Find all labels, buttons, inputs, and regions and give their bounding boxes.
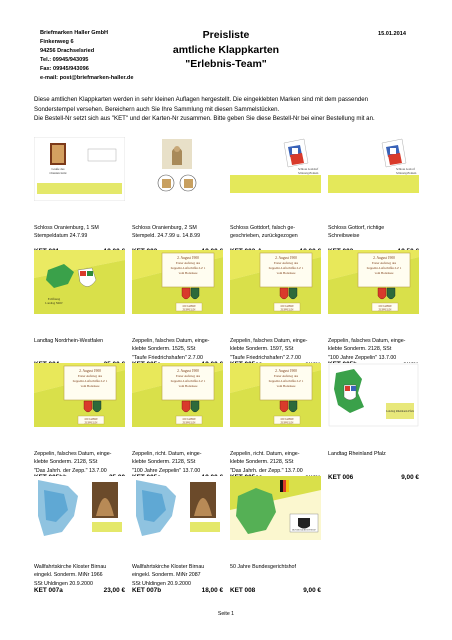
company-street: Finkenweg 6 xyxy=(40,39,74,45)
card-description xyxy=(34,563,129,588)
card-image-text: 100 JAHRE xyxy=(182,305,196,308)
card-description-line: Zeppelin, falsches Datum, einge- xyxy=(34,451,112,457)
card-description xyxy=(230,563,325,571)
card-image-text: 2. August 1900 xyxy=(79,369,101,373)
card-image-text: Erster Aufstieg des xyxy=(77,374,103,378)
gottorf-card-icon xyxy=(230,137,321,201)
card-image-text: ZEPPELIN xyxy=(182,421,196,425)
bundesgerichtshof-card-icon xyxy=(230,476,321,540)
card-description-line: Stempeldatum 24.7.99 xyxy=(34,233,88,240)
intro-line-3: Die Bestell-Nr setzt sich aus "KET" und der Karten-Nr zusammen. Bitte geben Sie diese Bestell-Nr bei einer Bestellung mit an. xyxy=(34,115,375,122)
company-email[interactable]: e-mail: post@briefmarken-haller.de xyxy=(40,75,134,81)
card-thumbnail xyxy=(34,137,125,201)
palace-stamps-card-icon xyxy=(132,137,223,201)
card-description-line: Zeppelin, falsches Datum, einge- xyxy=(230,338,308,344)
card-image-text: Große des xyxy=(51,167,65,171)
card-description-line: klebte Sonderm. 2128, SSt xyxy=(328,346,392,353)
card-thumbnail xyxy=(230,476,321,540)
card-description xyxy=(34,224,129,241)
card-description-line: Zeppelin, richt. Datum, einge- xyxy=(230,451,300,457)
card-description-line: 50 Jahre Bundesgerichtshof xyxy=(230,564,296,570)
card-image-text: ZEPPELIN xyxy=(378,308,392,312)
card-description-line: "Taufe Friedrichshafen" 2.7.00 xyxy=(132,354,203,361)
card-thumbnail xyxy=(230,363,321,427)
card-image-text: ZEPPELIN xyxy=(182,308,196,312)
card-description xyxy=(132,450,227,475)
card-thumbnail xyxy=(328,137,419,201)
order-number: KET 007a xyxy=(34,587,63,594)
card-image-text: vom Bodensee xyxy=(178,384,198,388)
order-line xyxy=(34,587,125,594)
card-description-line: Stempeld. 24.7.99 u. 14.8.99 xyxy=(132,233,201,240)
order-line xyxy=(230,587,321,594)
card-image-text: vom Bodensee xyxy=(276,271,296,275)
card-image-text: BUNDESGERICHTSHOF xyxy=(292,529,316,532)
card-description-line: "100 Jahre Zeppelin" 13.7.00 xyxy=(132,467,201,474)
card-image-text: 2. August 1900 xyxy=(373,256,395,260)
card-image-text: vom Bodensee xyxy=(276,384,296,388)
card-image-text: vom Bodensee xyxy=(374,271,394,275)
birnau-card-icon xyxy=(132,476,223,540)
card-description-line: klebte Sonderm. 2128, SSt xyxy=(34,459,98,466)
company-phone: Tel.: 09945/943095 xyxy=(40,57,89,63)
intro-text xyxy=(34,95,424,124)
card-image-text: Erster Aufstieg des xyxy=(175,261,201,265)
card-image-text: Erster Aufstieg des xyxy=(273,374,299,378)
card-image-text: 2. August 1900 xyxy=(177,256,199,260)
card-thumbnail xyxy=(328,250,419,314)
card-description-line: klebte Sonderm. 1525, SSt xyxy=(132,346,196,353)
card-image-text: vom Bodensee xyxy=(178,271,198,275)
card-image-text: Schleswig-Holstein xyxy=(298,172,319,175)
card-description-line: klebte Sonderm. 2128, SSt xyxy=(132,459,196,466)
card-image-text: vom Bodensee xyxy=(80,384,100,388)
card-thumbnail xyxy=(230,250,321,314)
card-thumbnail xyxy=(132,363,223,427)
card-image-text: Erster Aufstieg des xyxy=(175,374,201,378)
company-fax: Fax: 09945/943096 xyxy=(40,66,89,72)
card-description-line: Zeppelin, falsches Datum, einge- xyxy=(132,338,210,344)
card-description xyxy=(328,224,423,241)
card-image-text: Erster Aufstieg des xyxy=(371,261,397,265)
card-thumbnail xyxy=(230,137,321,201)
card-description-line: Wallfahrtskirche Kloster Birnau xyxy=(132,564,205,570)
card-image-text: Eröffnung xyxy=(47,297,61,301)
gottorf-correct-card-icon xyxy=(328,137,419,201)
page-number: Seite 1 xyxy=(217,611,235,617)
card-image-text: Oranien Iernt xyxy=(49,171,67,175)
company-name: Briefmarken Haller GmbH xyxy=(40,30,109,36)
card-description xyxy=(328,337,423,362)
card-image-text: Landtag Rheinland-Pfalz xyxy=(385,410,415,413)
card-image-text: ZEPPELIN xyxy=(84,421,98,425)
card-image-text: 100 JAHRE xyxy=(280,418,294,421)
price: 9,00 € xyxy=(401,474,419,481)
card-thumbnail xyxy=(34,476,125,540)
price: 23,00 € xyxy=(103,587,125,594)
card-image-text: 100 JAHRE xyxy=(182,418,196,421)
card-description-line: klebte Sonderm. 2128, SSt xyxy=(230,459,294,466)
card-description xyxy=(230,224,325,241)
card-image-text: 100 JAHRE xyxy=(84,418,98,421)
card-description-line: Schloss Gottdorf, falsch ge- xyxy=(230,225,296,231)
card-description-line: Landtag Nordrhein-Westfalen xyxy=(34,338,104,344)
card-description-line: eingekl. Sonderm. MiNr 2087 xyxy=(132,572,201,579)
card-description-line: Schloss Oranienburg, 2 SM xyxy=(132,225,197,231)
zeppelin-card-icon xyxy=(230,363,321,427)
document-date: 15.01.2014 xyxy=(378,31,406,37)
card-description xyxy=(230,337,325,362)
card-description-line: Zeppelin, falsches Datum, einge- xyxy=(328,338,406,344)
order-line xyxy=(132,587,223,594)
card-image-text: 2. August 1900 xyxy=(275,256,297,260)
card-description-line: klebte Sonderm. 1597, SSt xyxy=(230,346,294,353)
card-description xyxy=(328,450,423,458)
card-image-text: 100 JAHRE xyxy=(280,305,294,308)
card-description-line: Landtag Rheinland Pfalz xyxy=(328,451,386,457)
order-number: KET 008 xyxy=(230,587,256,594)
card-description-line: eingekl. Sonderm. MiNr 1966 xyxy=(34,572,103,579)
card-image-text: Erster Aufstieg des xyxy=(273,261,299,265)
card-image-text: Zeppelin-Luftschiffes LZ 1 xyxy=(170,266,206,270)
oranienburg-card-icon xyxy=(34,137,125,201)
card-thumbnail xyxy=(132,250,223,314)
card-image-text: Zeppelin-Luftschiffes LZ 1 xyxy=(366,266,402,270)
title-line-2: amtliche Klappkarten xyxy=(172,43,280,56)
card-image-text: Zeppelin-Luftschiffes LZ 1 xyxy=(72,379,108,383)
card-thumbnail xyxy=(132,137,223,201)
card-image-text: 2. August 1900 xyxy=(177,369,199,373)
card-image-text: 2. August 1900 xyxy=(275,369,297,373)
company-address-block xyxy=(40,29,133,83)
card-description-line: geschrieben, zurückgezogen xyxy=(230,233,298,240)
card-description xyxy=(34,337,129,345)
card-thumbnail xyxy=(34,363,125,427)
intro-line-1: Diese amtlichen Klappkarten werden in sehr kleinen Auflagen hergestellt. Die eingeklebten Marken sind mit dem passenden xyxy=(34,96,368,103)
card-description-line: "Taufe Friedrichshafen" 2.7.00 xyxy=(230,354,301,361)
price: 9,00 € xyxy=(303,587,321,594)
nrw-landtag-card-icon xyxy=(34,250,125,314)
company-city: 94256 Drachselsried xyxy=(40,48,95,54)
card-thumbnail xyxy=(328,363,419,427)
birnau-card-icon xyxy=(34,476,125,540)
card-image-text: 100 JAHRE xyxy=(378,305,392,308)
card-description xyxy=(132,337,227,362)
card-image-text: Schloss Gottorf xyxy=(396,167,415,171)
card-description-line: "Das Jahrh. der Zepp." 13.7.00 xyxy=(230,467,303,474)
card-description xyxy=(34,450,129,475)
card-image-text: ZEPPELIN xyxy=(280,308,294,312)
card-description-line: SSt Uhldingen 20.9.2000 xyxy=(132,580,191,587)
zeppelin-card-icon xyxy=(34,363,125,427)
zeppelin-card-icon xyxy=(132,250,223,314)
card-description xyxy=(132,224,227,241)
card-image-text: Schleswig-Holstein xyxy=(396,172,417,175)
card-image-text: Zeppelin-Luftschiffes LZ 1 xyxy=(268,379,304,383)
card-description xyxy=(230,450,325,475)
rlp-landtag-card-icon xyxy=(328,363,419,427)
card-description-line: "100 Jahre Zeppelin" 13.7.00 xyxy=(328,354,397,361)
order-number: KET 006 xyxy=(328,474,354,481)
card-description-line: "Das Jahrh. der Zepp." 13.7.00 xyxy=(34,467,107,474)
zeppelin-card-icon xyxy=(328,250,419,314)
title-line-1: Preisliste xyxy=(202,29,250,41)
intro-line-2: Sonderstempel versehen. Bereichern auch Sie Ihre Sammlung mit diesen Sammelstücken. xyxy=(34,105,280,113)
zeppelin-card-icon xyxy=(230,250,321,314)
card-image-text: Zeppelin-Luftschiffes LZ 1 xyxy=(170,379,206,383)
card-image-text: ZEPPELIN xyxy=(280,421,294,425)
card-description-line: Schreibweise xyxy=(328,233,360,240)
order-number: KET 007b xyxy=(132,587,162,594)
card-image-text: Landtag NRW xyxy=(45,301,63,305)
card-thumbnail xyxy=(34,250,125,314)
card-image-text: Schloss Gottdorf xyxy=(298,167,319,171)
zeppelin-card-icon xyxy=(132,363,223,427)
card-thumbnail xyxy=(132,476,223,540)
order-line xyxy=(328,474,419,481)
page-title xyxy=(150,28,302,72)
title-line-3: "Erlebnis-Team" xyxy=(185,58,267,70)
card-description xyxy=(132,563,227,588)
card-description-line: Zeppelin, richt. Datum, einge- xyxy=(132,451,202,457)
card-image-text: Zeppelin-Luftschiffes LZ 1 xyxy=(268,266,304,270)
card-description-line: Schloss Oranienburg, 1 SM xyxy=(34,225,99,231)
card-description-line: Wallfahrtskirche Kloster Birnau xyxy=(34,564,107,570)
card-description-line: SSt Uhldingen 20.9.2000 xyxy=(34,580,93,587)
price: 18,00 € xyxy=(201,587,223,594)
card-description-line: Schloss Gottorf, richtige xyxy=(328,225,385,231)
